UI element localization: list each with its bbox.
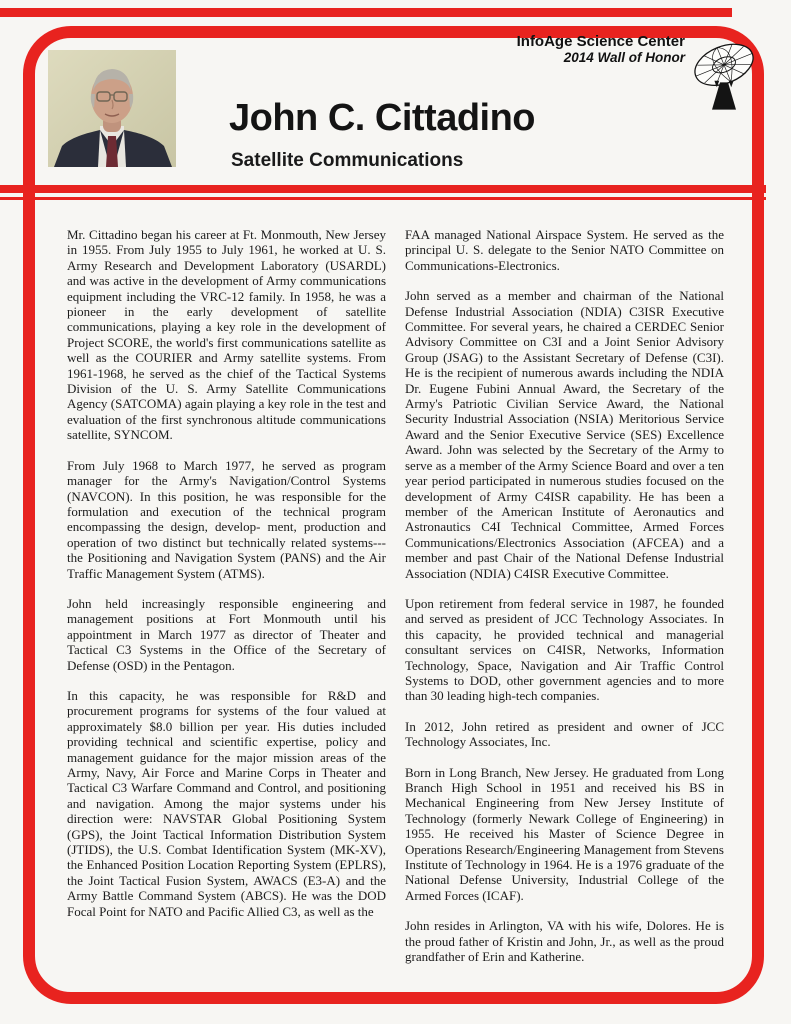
bio-paragraph: John resides in Arlington, VA with his wife, Dolores. He is the proud father of Kristin and John, Jr., as well as the proud grandfather of Erin and Katherine. [405,918,724,965]
portrait-photo [48,50,176,167]
org-subtitle: 2014 Wall of Honor [563,50,685,65]
bio-paragraph: John served as a member and chairman of the National Defense Industrial Association (NDIA) C3ISR Executive Committee. For several years, he chaired a CERDEC Senior Advisory Committee on C3I and a Joint Senior Advisory Group (JSAG) to the Assistant Secretary of Defense (C3I). He is the recipient of numerous awards including the NDIA Dr. Eugene Fubini Annual Award, the Secretary of the Army's Patriotic Civilian Service Award, the National Security Industrial Association (NSIA) Meritorious Service Award and the Senior Executive Service (SES) Excellence Award. John was selected by the Secretary of the Army to serve as a member of the Army Science Board and over a ten year period participated in numerous studies focused on the development of Army C4ISR capability. He has been a member of the American Institute of Aeronautics and Astronautics C4I Technical Committee, Armed Forces Communications/Electronics Association (AFCEA) and a member and past Chair of the National Defense Industrial Association (NDIA) C4ISR Executive Committee. [405,288,724,581]
bio-paragraph: From July 1968 to March 1977, he served as program manager for the Army's Navigation/Control Systems (NAVCON). In this position, he was responsible for the formulation and execution of the technical program encompassing the design, develop- ment, production and operation of two distinct but technically related systems---the Positioning and Navigation System (PANS) and the Air Traffic Management System (ATMS). [67,457,386,581]
bio-paragraph: Upon retirement from federal service in 1987, he founded and served as president of JCC Technology Associates. In this capacity, he provided technical and managerial consultant services on C4ISR, Networks, Information Technology, Space, Navigation and Air Traffic Control Systems to DOD, other government agencies and to more than 30 leading high-tech companies. [405,595,724,704]
top-red-stripe [0,8,732,17]
bio-paragraph: FAA managed National Airspace System. He served as the principal U. S. delegate to the Senior NATO Committee on Communications-Electronics. [405,227,724,273]
bio-paragraph: In this capacity, he was responsible for R&D and procurement programs for systems of the four valued at approximately $8.0 billion per year. His duties included providing technical and scientific expertise, policy and management guidance for the major mission areas of the Army, Navy, Air Force and Marine Corps in Theater and Tactical C3 Warfare Command and Control, and positioning and navigation. Among the major systems under his direction were: NAVSTAR Global Positioning System (GPS), the Joint Tactical Information Distribution System (JTIDS), the U.S. Combat Identification System (MK-XV), the Enhanced Position Location Reporting System (EPLRS), the Joint Tactical Fusion System, AWACS (E3-A) and the Army Battle Command System (ABCS). He was the DOD Focal Point for NATO and Pacific Allied C3, as well as the [67,687,386,919]
bio-paragraph: In 2012, John retired as president and owner of JCC Technology Associates, Inc. [405,718,724,750]
org-block [380,33,685,66]
right-column [405,227,724,964]
org-name: InfoAge Science Center [516,33,685,50]
satellite-dish-icon [688,36,760,116]
bio-body [67,227,724,964]
header-separator-thin [0,197,766,200]
bio-paragraph: Mr. Cittadino began his career at Ft. Monmouth, New Jersey in 1955. From July 1955 to July 1961, he worked at U. S. Army Research and Development Laboratory (USARDL) and was active in the development of Army communications equipment including the VRC-12 family. In 1958, he was a pioneer in the early development of satellite communications, playing a key role in the development of Project SCORE, the world's first communications satellite as well as the COURIER and Army satellite systems. From 1961-1968, he served as the chief of the Tactical Systems Division of the U. S. Army Satellite Communications Agency (SATCOMA) again playing a key role in the test and evaluation of the first synchronous altitude communications satellite, SYNCOM. [67,227,386,443]
header-separator-thick [0,185,766,193]
bio-paragraph: John held increasingly responsible engineering and management positions at Fort Monmouth until his appointment in March 1977 as director of Theater and Tactical C3 Systems in the Office of the Secretary of Defense (OSD) in the Pentagon. [67,595,386,673]
bio-paragraph: Born in Long Branch, New Jersey. He graduated from Long Branch High School in 1951 and received his BS in Mechanical Engineering from New Jersey Institute of Technology (formerly Newark College of Engineering) in 1955. He received his Master of Science Degree in Operations Research/Engineering Management from Stevens Institute of Technology in 1964. He is a 1976 graduate of the National Defense University, Industrial College of the Armed Forces (ICAF). [405,764,724,903]
page-title: John C. Cittadino [229,97,536,139]
page-subtitle: Satellite Communications [231,150,464,171]
left-column [67,227,386,964]
